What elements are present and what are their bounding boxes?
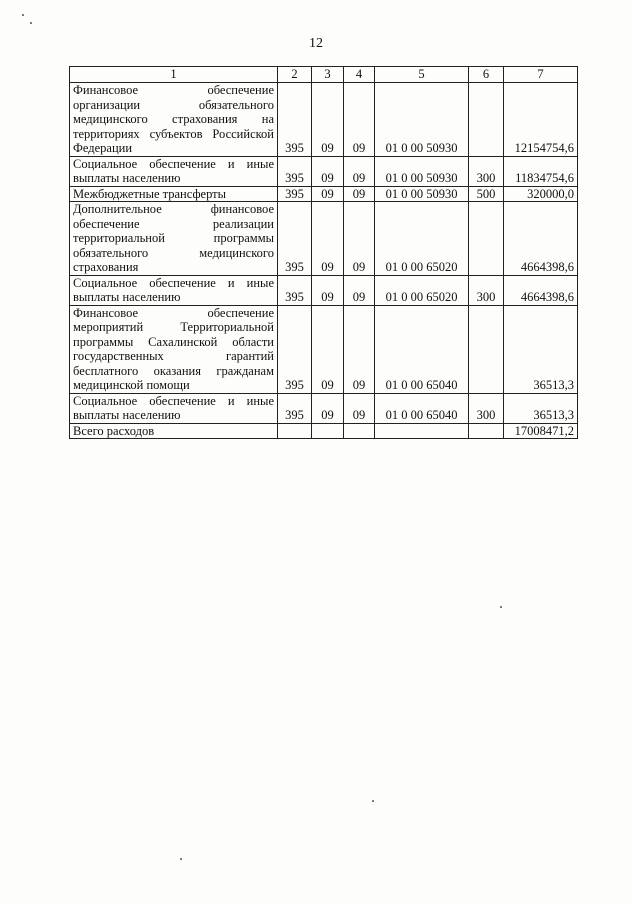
- row-cell: [278, 423, 312, 439]
- row-amount: 12154754,6: [504, 83, 578, 157]
- table-row: [70, 156, 578, 186]
- table-row: [70, 393, 578, 423]
- row-cell: 395: [278, 186, 312, 202]
- table-row: [70, 305, 578, 393]
- header-cell: 7: [504, 67, 578, 83]
- row-name: Социальное обеспечение и иные выплаты населению: [70, 156, 278, 186]
- row-cell: 09: [344, 393, 375, 423]
- row-cell: 01 0 00 50930: [375, 156, 469, 186]
- header-row: [70, 67, 578, 83]
- row-amount: 4664398,6: [504, 275, 578, 305]
- row-cell: 300: [469, 275, 504, 305]
- row-cell: 395: [278, 83, 312, 157]
- row-cell: 300: [469, 393, 504, 423]
- total-label: Всего расходов: [70, 423, 278, 439]
- header-cell: 2: [278, 67, 312, 83]
- table-row: [70, 275, 578, 305]
- header-cell: 4: [344, 67, 375, 83]
- header-cell: 3: [312, 67, 344, 83]
- row-cell: 09: [312, 202, 344, 276]
- row-cell: [469, 83, 504, 157]
- table-row: [70, 186, 578, 202]
- row-cell: 500: [469, 186, 504, 202]
- row-name: Финансовое обеспечение организации обязательного медицинского страхования на территориях субъектов Российской Федерации: [70, 83, 278, 157]
- row-cell: 09: [312, 186, 344, 202]
- header-cell: 5: [375, 67, 469, 83]
- row-cell: 395: [278, 202, 312, 276]
- budget-table: [69, 66, 578, 439]
- row-cell: 01 0 00 65020: [375, 202, 469, 276]
- total-amount: 17008471,2: [504, 423, 578, 439]
- row-cell: 395: [278, 393, 312, 423]
- row-cell: 01 0 00 65040: [375, 305, 469, 393]
- row-cell: [469, 305, 504, 393]
- row-cell: 395: [278, 305, 312, 393]
- row-cell: 09: [344, 275, 375, 305]
- row-cell: 01 0 00 50930: [375, 83, 469, 157]
- row-cell: 09: [312, 275, 344, 305]
- row-cell: 09: [312, 156, 344, 186]
- row-name: Дополнительное финансовое обеспечение реализации территориальной программы обязательного медицинского страхования: [70, 202, 278, 276]
- row-amount: 36513,3: [504, 305, 578, 393]
- row-cell: 300: [469, 156, 504, 186]
- row-cell: 09: [312, 83, 344, 157]
- scan-speck: [30, 22, 32, 24]
- row-cell: [375, 423, 469, 439]
- row-amount: 320000,0: [504, 186, 578, 202]
- total-row: [70, 423, 578, 439]
- scan-speck: [372, 800, 374, 802]
- row-cell: 09: [344, 156, 375, 186]
- row-name: Социальное обеспечение и иные выплаты населению: [70, 393, 278, 423]
- row-cell: 09: [312, 393, 344, 423]
- row-cell: 395: [278, 275, 312, 305]
- scan-speck: [22, 14, 24, 16]
- row-cell: 09: [312, 305, 344, 393]
- scan-speck: [180, 858, 182, 860]
- row-name: Межбюджетные трансферты: [70, 186, 278, 202]
- row-cell: 01 0 00 50930: [375, 186, 469, 202]
- table-row: [70, 202, 578, 276]
- row-name: Финансовое обеспечение мероприятий Территориальной программы Сахалинской области государственных гарантий бесплатного оказания гражданам медицинской помощи: [70, 305, 278, 393]
- row-cell: 01 0 00 65040: [375, 393, 469, 423]
- row-cell: 09: [344, 186, 375, 202]
- row-amount: 36513,3: [504, 393, 578, 423]
- row-cell: 09: [344, 83, 375, 157]
- row-name: Социальное обеспечение и иные выплаты населению: [70, 275, 278, 305]
- row-amount: 11834754,6: [504, 156, 578, 186]
- row-amount: 4664398,6: [504, 202, 578, 276]
- scan-speck: [500, 606, 502, 608]
- row-cell: [344, 423, 375, 439]
- row-cell: [469, 423, 504, 439]
- table-row: [70, 83, 578, 157]
- page-number: 12: [309, 36, 323, 51]
- row-cell: [469, 202, 504, 276]
- row-cell: 09: [344, 305, 375, 393]
- row-cell: 395: [278, 156, 312, 186]
- header-cell: 6: [469, 67, 504, 83]
- row-cell: [312, 423, 344, 439]
- header-cell: 1: [70, 67, 278, 83]
- row-cell: 01 0 00 65020: [375, 275, 469, 305]
- row-cell: 09: [344, 202, 375, 276]
